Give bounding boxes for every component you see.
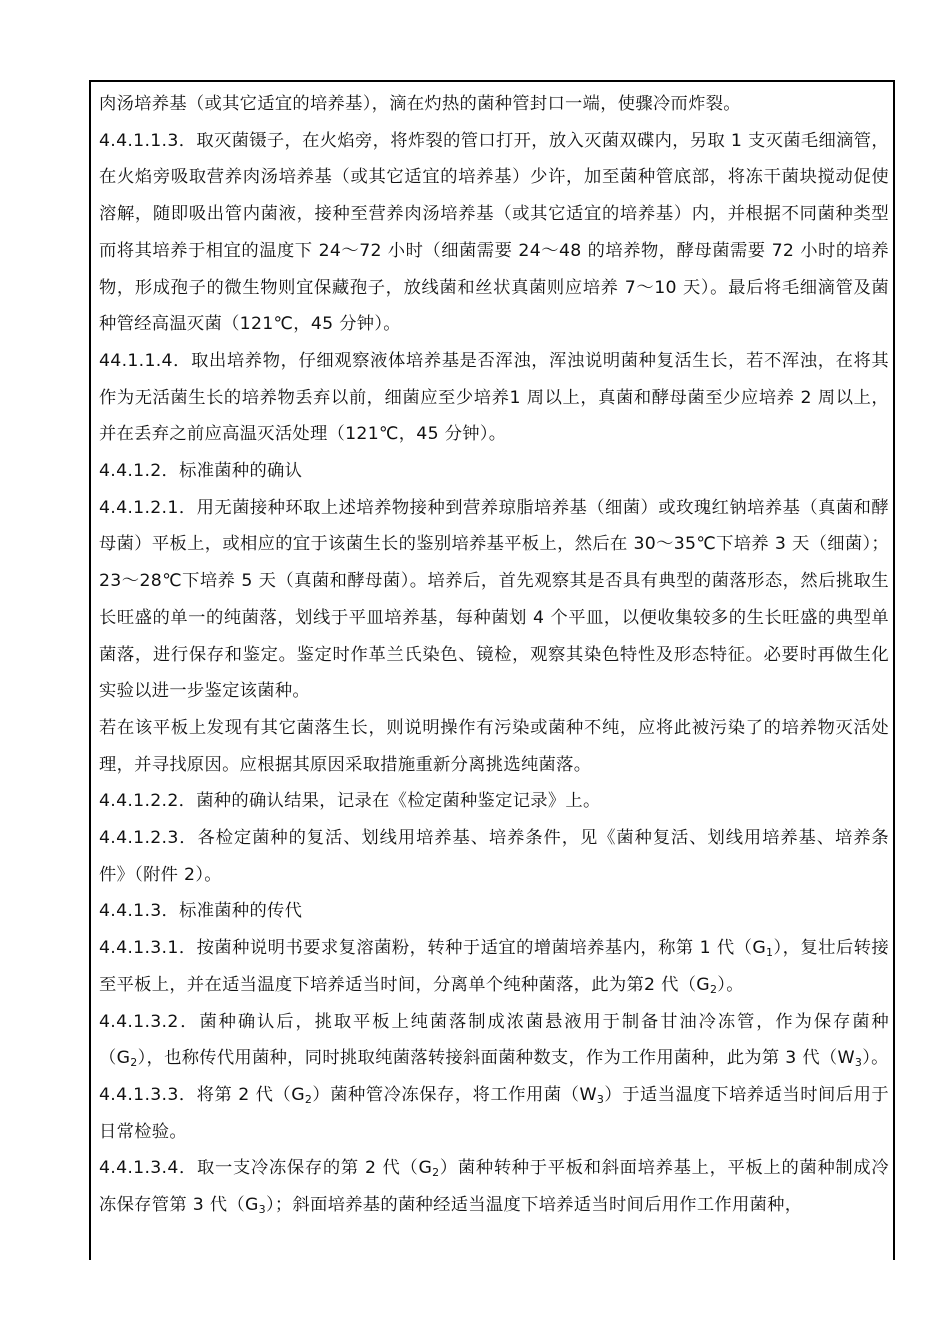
paragraph-4-4-1-1-3: 4.4.1.1.3．取灭菌镊子，在火焰旁，将炸裂的管口打开，放入灭菌双碟内，另取 1 支灭菌毛细滴管，在火焰旁吸取营养肉汤培养基（或其它适宜的培养基）少许，加至菌种管底部，将冻干菌块搅动促使溶解，随即吸出管内菌液，接种至营养肉汤培养基（或其它适宜的培养基）内，并根据不同菌种类型而将其培养于相宜的温度下 24～72 小时（细菌需要 24～48 的培养物，酵母菌需要 72 小时的培养物，形成孢子的微生物则宜保藏孢子，放线菌和丝状真菌则应培养 7～10 天）。最后将毛细滴管及菌种管经高温灭菌（121℃，45 分钟）。 <box>99 130 889 335</box>
heading-4-4-1-2: 4.4.1.2．标准菌种的确认 <box>99 461 303 482</box>
paragraph-broth-continuation: 肉汤培养基（或其它适宜的培养基），滴在灼热的菌种管封口一端，使骤冷而炸裂。 <box>99 94 741 114</box>
paragraph-4-4-1-2-2: 4.4.1.2.2．菌种的确认结果，记录在《检定菌种鉴定记录》上。 <box>99 791 601 812</box>
paragraph-4-4-1-3-3: 4.4.1.3.3．将第 2 代$(G_2)$菌种管冷冻保存，将工作用菌$(W_3)$于适当温度下培养适当时间后用于日常检验。 <box>99 1084 889 1142</box>
document-body <box>99 86 889 1224</box>
paragraph-4-4-1-3-4: 4.4.1.3.4．取一支冷冻保存的第 2 代$(G_2)$菌种转种于平板和斜面培养基上，平板上的菌种制成冷冻保存管第 3 代$(G_3)$；斜面培养基的菌种经适当温度下培养适当时间后用作工作用菌种， <box>99 1158 889 1217</box>
paragraph-44-1-1-4: 44.1.1.4．取出培养物，仔细观察液体培养基是否浑浊，浑浊说明菌种复活生长，若不浑浊，在将其作为无活菌生长的培养物丢弃以前，细菌应至少培养1 周以上，真菌和酵母菌至少应培养 2 周以上，并在丢弃之前应高温灭活处理（121℃，45 分钟）。 <box>99 350 889 445</box>
paragraph-4-4-1-3-2: 4.4.1.3.2．菌种确认后，挑取平板上纯菌落制成浓菌悬液用于制备甘油冷冻管，作为保存菌种$(G_2)$，也称传代用菌种，同时挑取纯菌落转接斜面菌种数支，作为工作用菌种，此为第 3 代$(W_3)$。 <box>99 1011 889 1070</box>
paragraph-4-4-1-3-1: 4.4.1.3.1．按菌种说明书要求复溶菌粉，转种于适宜的增菌培养基内，称第 1 代$(G_1)$，复壮后转接至平板上，并在适当温度下培养适当时间，分离单个纯种菌落，此为第2 代$(G_2)$。 <box>99 938 889 996</box>
paragraph-contamination-note: 若在该平板上发现有其它菌落生长，则说明操作有污染或菌种不纯，应将此被污染了的培养物灭活处理，并寻找原因。应根据其原因采取措施重新分离挑选纯菌落。 <box>99 717 889 775</box>
paragraph-4-4-1-2-3: 4.4.1.2.3．各检定菌种的复活、划线用培养基、培养条件，见《菌种复活、划线用培养基、培养条件》（附件 2）。 <box>99 828 889 885</box>
heading-4-4-1-3: 4.4.1.3．标准菌种的传代 <box>99 901 303 922</box>
paragraph-4-4-1-2-1: 4.4.1.2.1．用无菌接种环取上述培养物接种到营养琼脂培养基（细菌）或玫瑰红钠培养基（真菌和酵母菌）平板上，或相应的宜于该菌生长的鉴别培养基平板上，然后在 30～35℃下培养 3 天（细菌）；23～28℃下培养 5 天（真菌和酵母菌）。培养后，首先观察其是否具有典型的菌落形态，然后挑取生长旺盛的单一的纯菌落，划线于平皿培养基，每种菌划 4 个平皿，以便收集较多的生长旺盛的典型单菌落，进行保存和鉴定。鉴定时作革兰氏染色、镜检，观察其染色特性及形态特征。必要时再做生化实验以进一步鉴定该菌种。 <box>99 497 889 702</box>
